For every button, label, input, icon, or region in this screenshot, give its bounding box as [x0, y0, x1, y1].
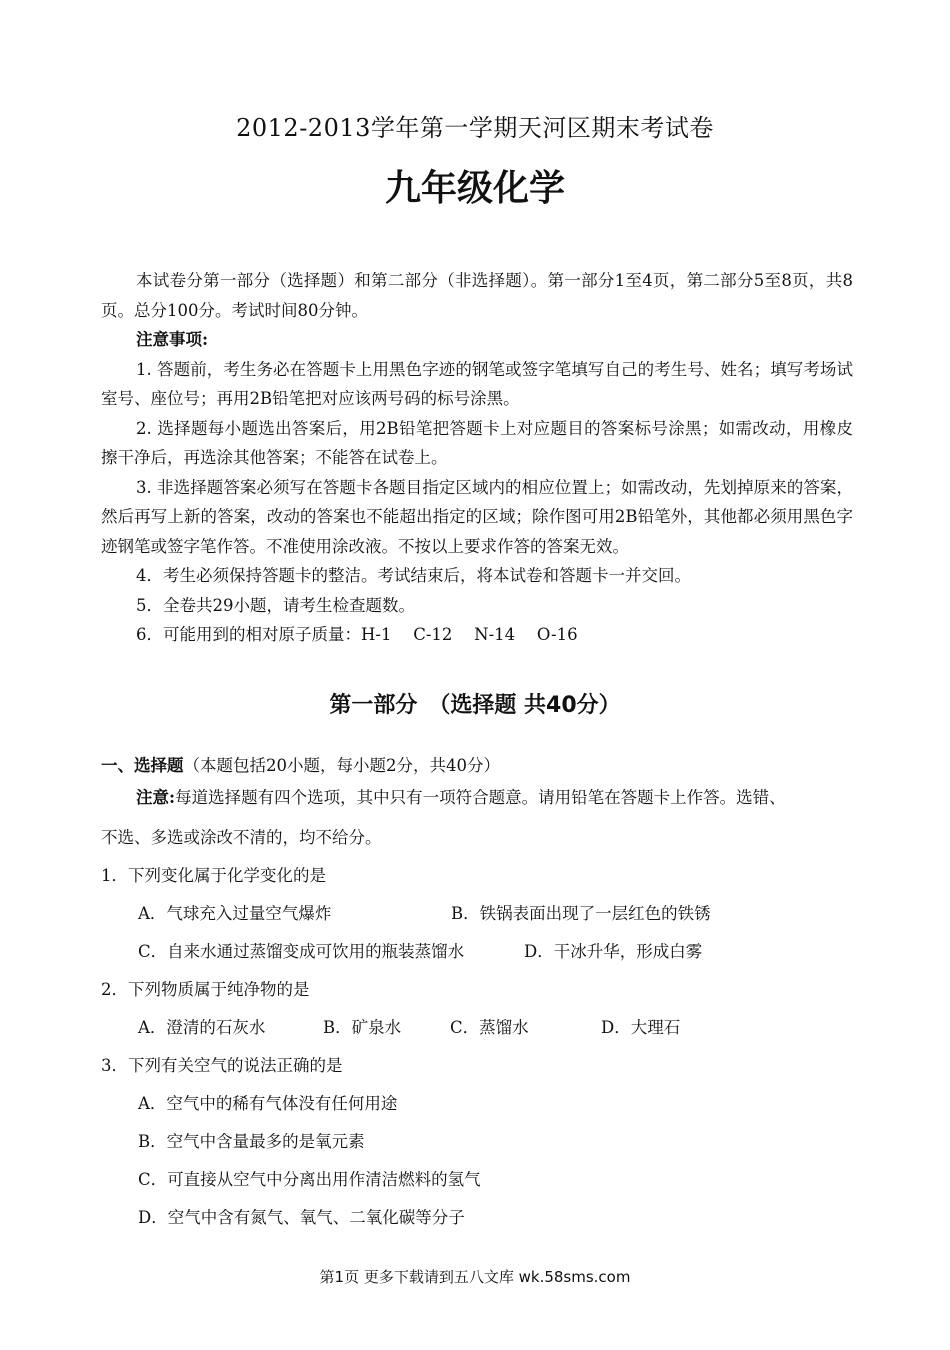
section-description: （本题包括20小题，每小题2分，共40分） [183, 756, 500, 775]
note-item-2: 2. 选择题每小题选出答案后，用2B铅笔把答题卡上对应题目的答案标号涂黑；如需改动，用橡皮擦干净后，再选涂其他答案；不能答在试卷上。 [101, 418, 853, 467]
note-text-line1: 每道选择题有四个选项，其中只有一项符合题意。请用铅笔在答题卡上作答。选错、 [175, 788, 786, 807]
note-label: 注意: [136, 788, 176, 807]
section-header [101, 752, 500, 776]
question-3-stem: 3．下列有关空气的说法正确的是 [101, 1056, 343, 1075]
question-3-option-a: A．空气中的稀有气体没有任何用途 [138, 1094, 398, 1113]
question-1-option-d: D．干冰升华，形成白雾 [524, 942, 703, 961]
question-2-stem: 2．下列物质属于纯净物的是 [101, 980, 310, 999]
question-3-option-b: B．空气中含量最多的是氧元素 [138, 1132, 365, 1151]
question-3-option-d: D．空气中含有氮气、氧气、二氧化碳等分子 [138, 1208, 465, 1227]
note-item-5: 5．全卷共29小题，请考生检查题数。 [136, 595, 415, 615]
note-item-6: 6．可能用到的相对原子质量：H-1 C-12 N-14 O-16 [136, 625, 578, 644]
question-1-option-a: A．气球充入过量空气爆炸 [138, 904, 332, 923]
question-1-option-c: C．自来水通过蒸馏变成可饮用的瓶装蒸馏水 [138, 942, 465, 961]
note-text-line2: 不选、多选或涂改不清的，均不给分。 [101, 828, 382, 847]
question-1-option-b: B．铁锅表面出现了一层红色的铁锈 [451, 904, 711, 923]
note-item-1: 1. 答题前，考生务必在答题卡上用黑色字迹的钢笔或签字笔填写自己的考生号、姓名；填写考场试室号、座位号；再用2B铅笔把对应该两号码的标号涂黑。 [101, 359, 853, 408]
section-note [136, 784, 786, 808]
page-footer: 第1页 更多下载请到五八文库 wk.58sms.com [319, 1268, 631, 1286]
notes-heading: 注意事项: [136, 330, 209, 349]
intro-paragraph: 本试卷分第一部分（选择题）和第二部分（非选择题）。第一部分1至4页，第二部分5至8页，共8页。总分100分。考试时间80分钟。 [101, 271, 853, 320]
note-item-3: 3. 非选择题答案必须写在答题卡各题目指定区域内的相应位置上；如需改动，先划掉原来的答案，然后再写上新的答案，改动的答案也不能超出指定的区域；除作图可用2B铅笔外，其他都必须用黑色字迹钢笔或签字笔作答。不准使用涂改液。不按以上要求作答的答案无效。 [101, 477, 853, 556]
section-label: 一、选择题 [101, 756, 184, 775]
note-item-4: 4．考生必须保持答题卡的整洁。考试结束后，将本试卷和答题卡一并交回。 [136, 566, 691, 585]
instructions-block [101, 266, 853, 650]
exam-title: 2012-2013学年第一学期天河区期末考试卷 [236, 114, 714, 142]
question-2-option-a: A．澄清的石灰水 [138, 1018, 266, 1037]
part1-heading: 第一部分 （选择题 共40分） [329, 693, 621, 718]
question-1-stem: 1．下列变化属于化学变化的是 [101, 866, 326, 885]
question-2-option-c: C．蒸馏水 [450, 1018, 529, 1037]
question-2-option-b: B．矿泉水 [323, 1018, 402, 1037]
exam-subject: 九年级化学 [384, 168, 565, 209]
question-3-option-c: C．可直接从空气中分离出用作清洁燃料的氢气 [138, 1170, 481, 1189]
question-2-option-d: D．大理石 [601, 1018, 681, 1037]
